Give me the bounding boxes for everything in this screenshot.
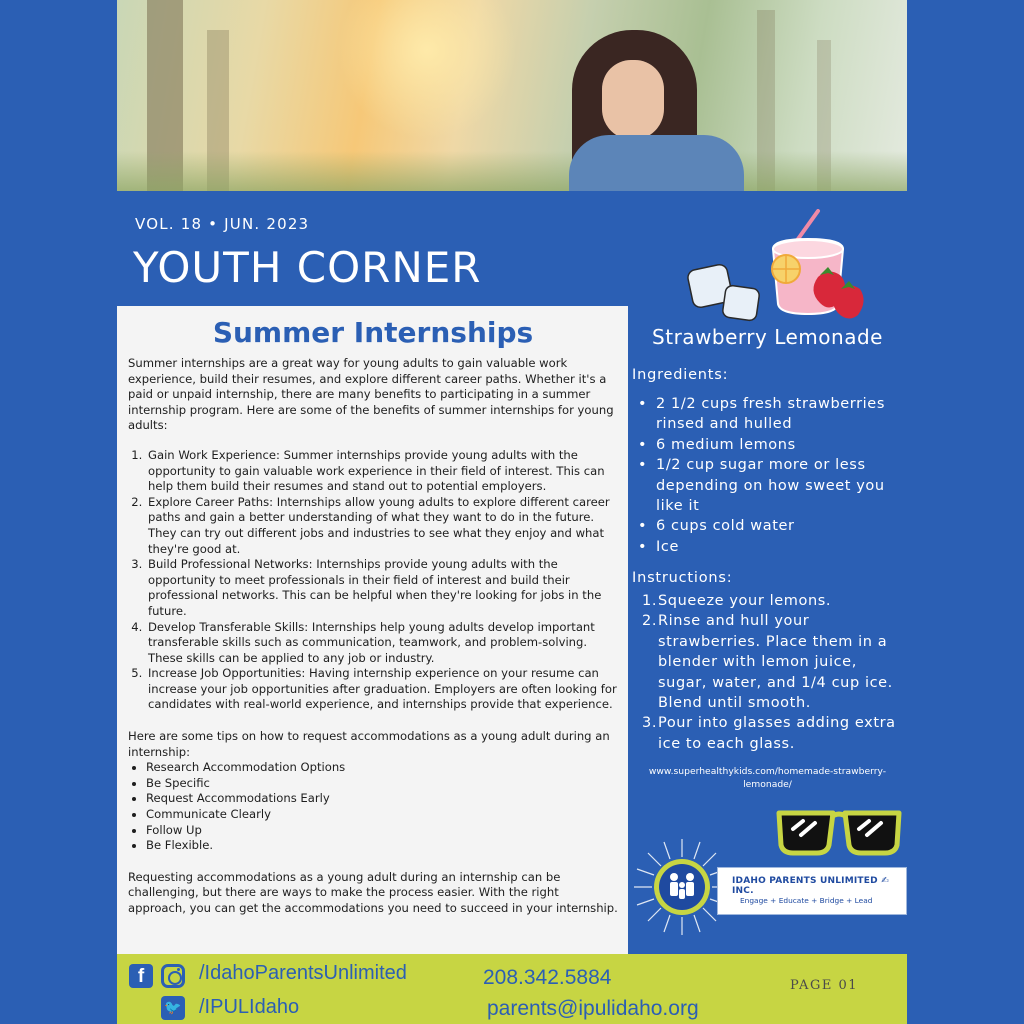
facebook-instagram-handle[interactable]: /IdahoParentsUnlimited xyxy=(199,962,407,984)
facebook-icon[interactable]: f xyxy=(129,964,153,988)
list-item: • 1/2 cup sugar more or less depending on how sweet you like it xyxy=(638,455,900,516)
step-number: 2. xyxy=(642,613,658,630)
article-conclusion: Requesting accommodations as a young adult during an internship can be challenging, but there are ways to make the process easier. With the right approach, you can get the accommodations you need to succeed in your internship. xyxy=(128,869,618,915)
step-text: Pour into glasses adding extra ice to each glass. xyxy=(658,715,896,752)
ipul-logo xyxy=(632,837,908,937)
list-item: • Be Specific xyxy=(146,776,618,792)
newsletter-title: YOUTH CORNER xyxy=(133,243,482,292)
recipe-title: Strawberry Lemonade xyxy=(652,325,883,349)
step-number: 1. xyxy=(642,593,658,609)
list-item: 3. Build Professional Networks: Internships provide young adults with the opportunity to meet professionals in their field of interest and build their professional networks. This can be helpful when they're looking for jobs in the future. xyxy=(146,557,618,619)
article-intro: Summer internships are a great way for young adults to gain valuable work experience, build their resumes, and explore different career paths. Whether it's a paid or unpaid internship, there are many benefits to participating in a summer internship program. Here are some of the benefits of summer internships for young adults: xyxy=(128,356,614,433)
instagram-icon[interactable] xyxy=(161,964,185,988)
list-item: • Be Flexible. xyxy=(146,838,618,854)
list-item xyxy=(642,611,904,713)
girl-face xyxy=(602,60,664,140)
list-item: 4. Develop Transferable Skills: Internships help young adults develop important transferable skills such as communication, teamwork, and problem-solving. These skills can be applied to any job or industry. xyxy=(146,620,618,667)
hero-photo xyxy=(117,0,907,191)
list-item: 5. Increase Job Opportunities: Having internship experience on your resume can increase your job opportunities after graduation. Employers are often looking for candidates with real-world experience, and internships provide that experience. xyxy=(146,666,618,713)
article-title: Summer Internships xyxy=(212,316,534,349)
tips-list xyxy=(128,760,618,854)
volume-date: VOL. 18 • JUN. 2023 xyxy=(135,215,310,233)
step-number: 3. xyxy=(642,715,658,732)
list-item: • 6 cups cold water xyxy=(638,516,900,536)
girl-jacket xyxy=(569,135,744,191)
lemonade-icon xyxy=(678,209,868,329)
twitter-handle[interactable]: /IPULIdaho xyxy=(199,996,300,1018)
list-item xyxy=(642,713,904,754)
grass xyxy=(117,151,907,191)
list-item: 2. Explore Career Paths: Internships allow young adults to explore different career paths and gain a better understanding of what they want to do in the future. They can try out different jobs and industries to see what they enjoy and what they're good at. xyxy=(146,495,618,557)
logo-card xyxy=(717,867,907,915)
article xyxy=(117,306,628,954)
list-item: • 6 medium lemons xyxy=(638,435,900,455)
list-item: • Request Accommodations Early xyxy=(146,791,618,807)
recipe-sidebar xyxy=(628,191,907,954)
page-number: PAGE 01 xyxy=(790,978,858,993)
benefits-list xyxy=(128,448,618,713)
ingredients-label: Ingredients: xyxy=(632,367,729,383)
logo-tagline: Engage + Educate + Bridge + Lead xyxy=(740,896,873,905)
sunlight-glow xyxy=(337,0,517,140)
twitter-icon[interactable]: 🐦 xyxy=(161,996,185,1020)
ingredients-list xyxy=(638,394,900,557)
tips-intro: Here are some tips on how to request accommodations as a young adult during an internship: xyxy=(128,729,610,759)
list-item: • Research Accommodation Options xyxy=(146,760,618,776)
step-text: Squeeze your lemons. xyxy=(658,593,832,609)
list-item: • Communicate Clearly xyxy=(146,807,618,823)
instructions-label: Instructions: xyxy=(632,570,733,586)
step-text: Rinse and hull your strawberries. Place them in a blender with lemon juice, sugar, water, and 1/4 cup ice. Blend until smooth. xyxy=(658,613,893,712)
instructions-list xyxy=(642,591,904,754)
footer xyxy=(117,954,907,1024)
phone-number[interactable]: 208.342.5884 xyxy=(483,966,612,989)
list-item: • 2 1/2 cups fresh strawberries rinsed and hulled xyxy=(638,394,900,435)
list-item: • Ice xyxy=(638,537,900,557)
masthead xyxy=(117,191,598,306)
email-address[interactable]: parents@ipulidaho.org xyxy=(487,997,699,1020)
recipe-source[interactable]: www.superhealthykids.com/homemade-strawberry-lemonade/ xyxy=(648,766,887,790)
list-item xyxy=(642,591,904,611)
list-item: 1. Gain Work Experience: Summer internships provide young adults with the opportunity to gain valuable work experience in their field of interest. This can help them build their resumes and stand out to potential employers. xyxy=(146,448,618,495)
list-item: • Follow Up xyxy=(146,823,618,839)
logo-name: IDAHO PARENTS UNLIMITED ✍ INC. xyxy=(732,876,889,896)
